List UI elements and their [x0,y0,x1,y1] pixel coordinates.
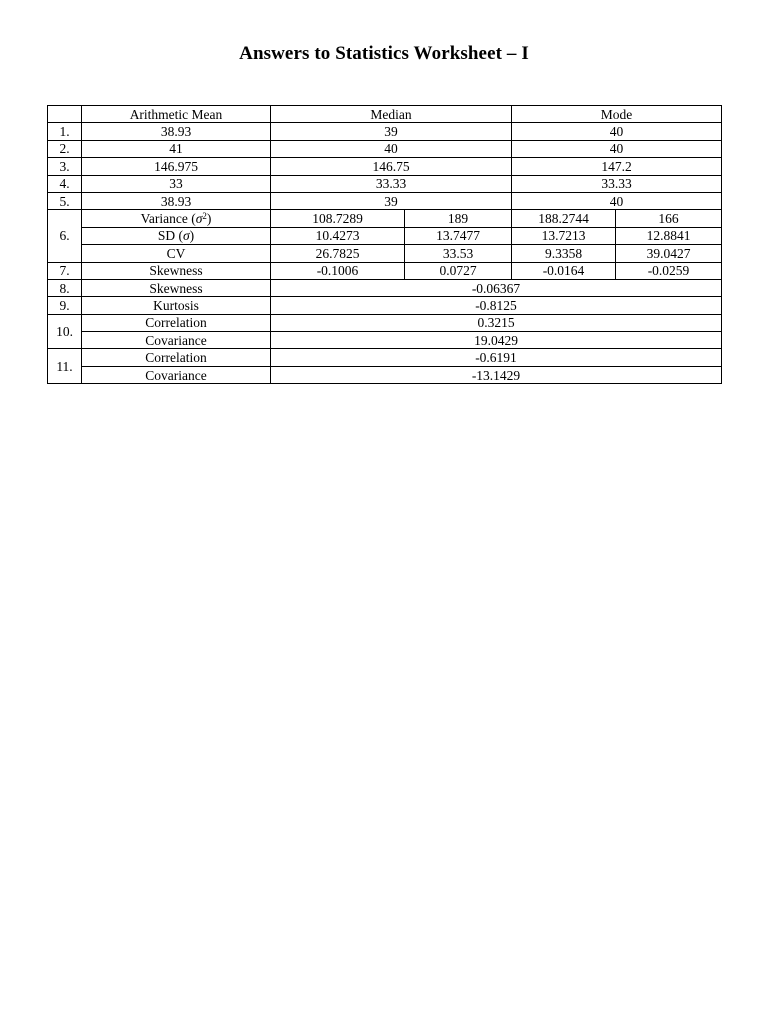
header-arithmetic-mean: Arithmetic Mean [82,106,271,123]
mode-value: 40 [512,192,722,209]
table-row-covariance [48,332,722,349]
table-row [48,175,722,192]
skewness-value: -0.0259 [616,262,722,279]
header-number-cell [48,106,82,123]
sd-value: 13.7477 [405,227,512,244]
variance-value: 189 [405,210,512,227]
sigma-symbol: σ [195,211,203,227]
table-row-correlation [48,349,722,366]
squared-superscript: 2 [202,211,207,222]
mode-value: 40 [512,140,722,157]
row-number: 4. [48,175,82,192]
mean-value: 146.975 [82,158,271,175]
table-row-covariance [48,366,722,383]
cv-label: CV [82,245,271,262]
header-mode: Mode [512,106,722,123]
kurtosis-label: Kurtosis [82,297,271,314]
variance-value: 188.2744 [512,210,616,227]
kurtosis-value: -0.8125 [271,297,722,314]
row-number: 2. [48,140,82,157]
skewness-label: Skewness [82,279,271,296]
table-row [48,192,722,209]
table-row [48,158,722,175]
row-number: 1. [48,123,82,140]
skewness-value: -0.0164 [512,262,616,279]
variance-label: Variance $(\sigma^2)$ [82,210,271,227]
median-value: 146.75 [271,158,512,175]
median-value: 33.33 [271,175,512,192]
cv-value: 9.3358 [512,245,616,262]
row-number: 8. [48,279,82,296]
row-number: 5. [48,192,82,209]
mean-value: 38.93 [82,192,271,209]
row-number: 11. [48,349,82,384]
sd-value: 13.7213 [512,227,616,244]
variance-value: 166 [616,210,722,227]
table-row [48,262,722,279]
correlation-value: -0.6191 [271,349,722,366]
table-row [48,297,722,314]
median-value: 40 [271,140,512,157]
mode-value: 147.2 [512,158,722,175]
header-median: Median [271,106,512,123]
skewness-label: Skewness [82,262,271,279]
mean-value: 33 [82,175,271,192]
table-row [48,279,722,296]
skewness-value: 0.0727 [405,262,512,279]
mode-value: 40 [512,123,722,140]
table-row-sd [48,227,722,244]
row-number: 10. [48,314,82,349]
row-number: 6. [48,210,82,262]
correlation-label: Correlation [82,349,271,366]
page-title: Answers to Statistics Worksheet – I [239,43,529,64]
covariance-label: Covariance [82,332,271,349]
median-value: 39 [271,192,512,209]
sigma-symbol: σ [182,228,190,244]
table-row [48,123,722,140]
skewness-value: -0.06367 [271,279,722,296]
sd-value: 10.4273 [271,227,405,244]
correlation-value: 0.3215 [271,314,722,331]
cv-value: 39.0427 [616,245,722,262]
sd-value: 12.8841 [616,227,722,244]
covariance-label: Covariance [82,366,271,383]
covariance-value: -13.1429 [271,366,722,383]
mode-value: 33.33 [512,175,722,192]
table-row-cv [48,245,722,262]
sd-label: SD (σ) [82,227,271,244]
median-value: 39 [271,123,512,140]
row-number: 3. [48,158,82,175]
mean-value: 38.93 [82,123,271,140]
correlation-label: Correlation [82,314,271,331]
table-row-correlation [48,314,722,331]
row-number: 9. [48,297,82,314]
cv-value: 33.53 [405,245,512,262]
covariance-value: 19.0429 [271,332,722,349]
row-number: 7. [48,262,82,279]
answers-table [47,105,722,384]
cv-value: 26.7825 [271,245,405,262]
skewness-value: -0.1006 [271,262,405,279]
table-header-row [48,106,722,123]
variance-value: 108.7289 [271,210,405,227]
mean-value: 41 [82,140,271,157]
table-row [48,140,722,157]
table-row-variance [48,210,722,227]
